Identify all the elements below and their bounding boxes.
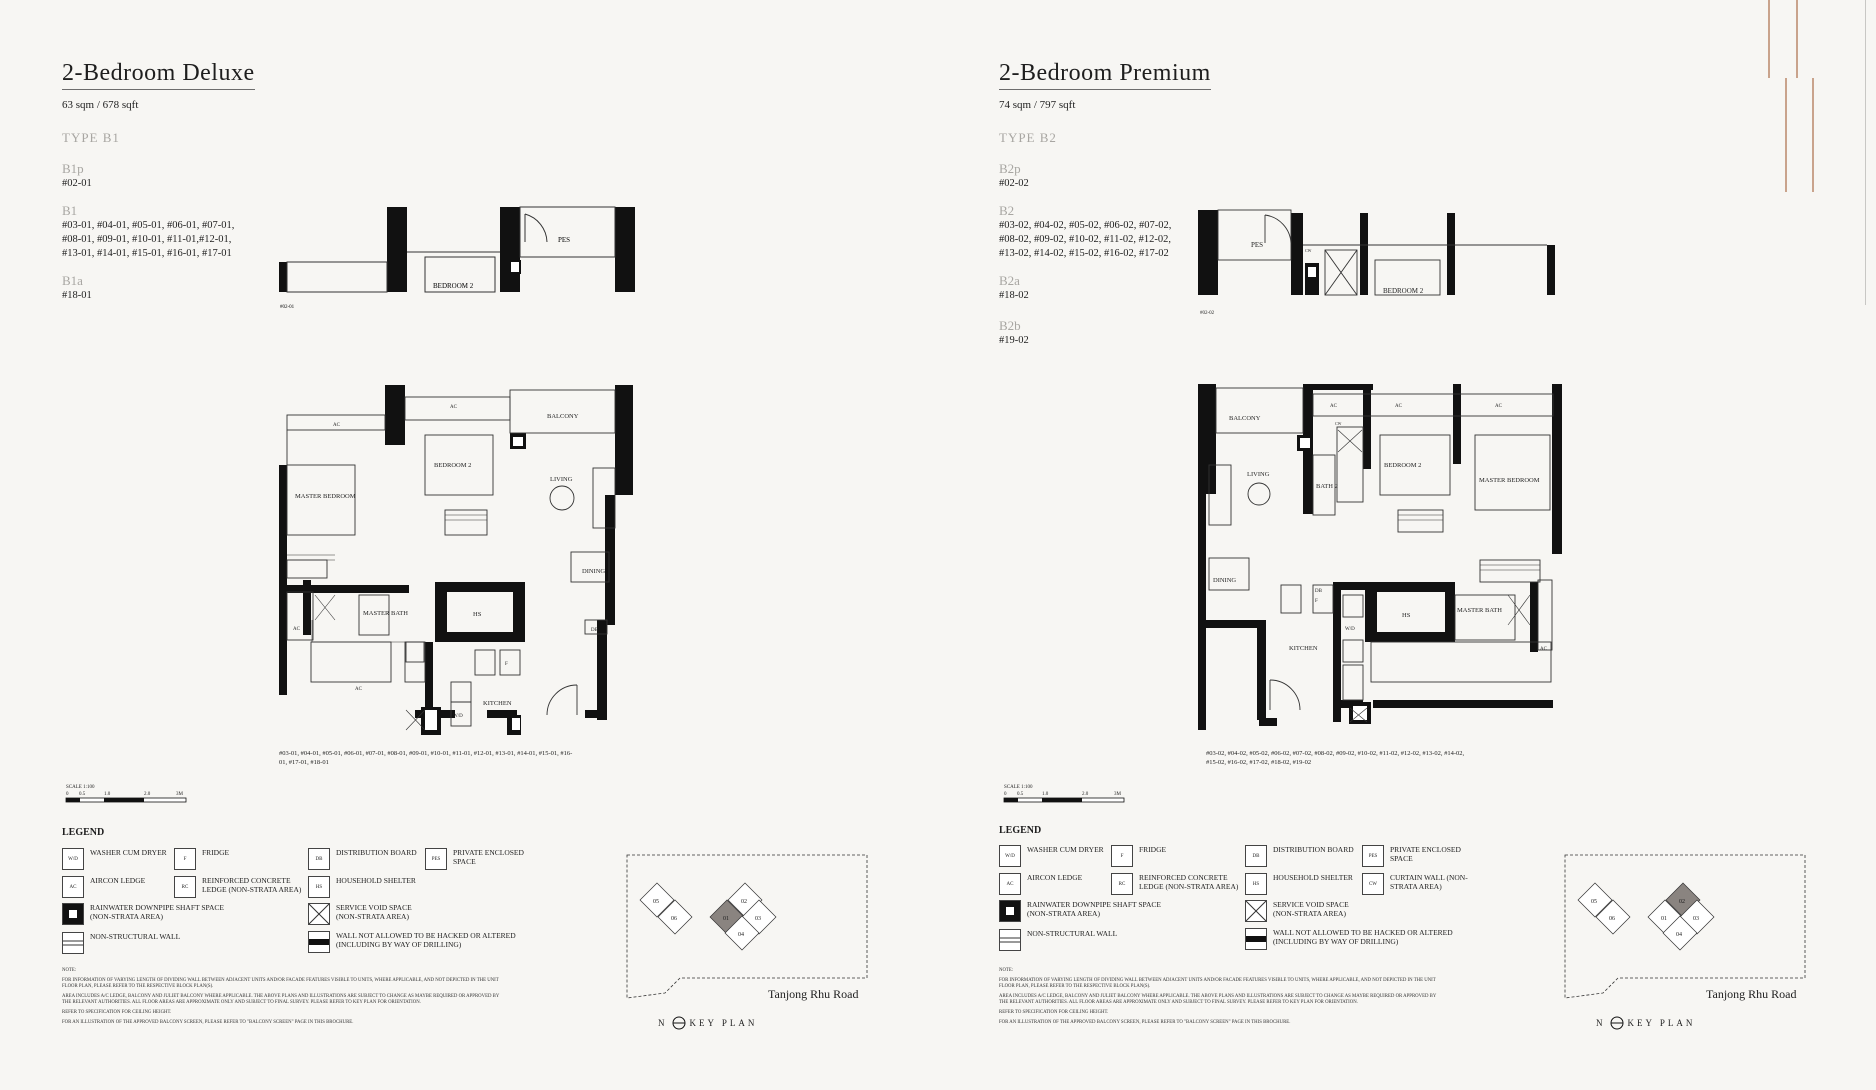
type-group xyxy=(62,161,252,191)
block-label: 01 xyxy=(1661,916,1667,922)
scale-tick: 3M xyxy=(176,792,183,797)
compass-letter: N xyxy=(1596,1018,1606,1028)
unit-label: #02-02 xyxy=(1200,311,1215,316)
rainwater-downpipe-icon xyxy=(62,903,84,925)
type-name: B1a xyxy=(62,273,83,288)
legend-title: LEGEND xyxy=(62,827,105,838)
compass-icon xyxy=(672,1016,686,1030)
type-units: #18-01 xyxy=(62,290,92,301)
legend-label: NON-STRUCTURAL WALL xyxy=(1027,929,1118,938)
unit-title: 2-Bedroom Deluxe xyxy=(62,60,255,90)
type-name: B2p xyxy=(999,161,1021,176)
legend-label: DISTRIBUTION BOARD xyxy=(1273,845,1354,854)
legend-symbol: W/D xyxy=(62,848,84,870)
key-plan-text: KEY PLAN xyxy=(1627,1018,1696,1028)
legend-symbol: AC xyxy=(999,873,1021,895)
type-group xyxy=(999,273,1189,303)
legend-symbol: F xyxy=(174,848,196,870)
legend-symbol: HS xyxy=(1245,873,1267,895)
room-label: AC xyxy=(293,627,300,632)
note: FOR INFORMATION OF VARYING LENGTH OF DIVIDING WALL BETWEEN ADJACENT UNITS AND/OR FACADE FEATURES VISIBLE TO UNITS, WHERE APPLICABLE, AND NOT DEPICTED IN THE UNIT FLOOR PLAN, PLEASE REFER TO THE RESPECTIVE BLOCK PLAN(S). xyxy=(999,978,1436,989)
non-structural-wall-icon xyxy=(999,929,1021,951)
legend-label: DISTRIBUTION BOARD xyxy=(336,848,417,857)
legend-symbol: RC xyxy=(174,876,196,898)
note: FOR AN ILLUSTRATION OF THE APPROVED BALCONY SCREEN, PLEASE REFER TO "BALCONY SCREEN" PAGE IN THIS BROCHURE. xyxy=(999,1020,1291,1025)
right-page xyxy=(938,0,1876,1090)
block-label: 06 xyxy=(671,916,677,922)
floor-plan xyxy=(1195,380,1565,740)
room-label: BALCONY xyxy=(1229,415,1261,422)
room-label: KITCHEN xyxy=(1289,645,1318,652)
type-label: TYPE B2 xyxy=(999,130,1057,145)
room-label: DINING xyxy=(1213,577,1237,584)
type-group xyxy=(62,203,252,261)
legend-symbol: DB xyxy=(1245,845,1267,867)
legend-label: REINFORCED CONCRETE LEDGE (NON-STRATA AREA) xyxy=(202,876,302,894)
type-name: B1 xyxy=(62,203,78,218)
scale-tick: 1.0 xyxy=(104,792,111,797)
type-units: #03-01, #04-01, #05-01, #06-01, #07-01, #08-01, #09-01, #10-01, #11-01,#12-01, #13-01, #14-01, #15-01, #16-01, #17-01 xyxy=(62,220,235,259)
note: AREA INCLUDES A/C LEDGE, BALCONY AND JULIET BALCONY WHERE APPLICABLE. THE ABOVE PLANS AND ILLUSTRATIONS ARE SUBJECT TO CHANGE AS MAYBE REQUIRED OR APPROVED BY THE RELEVANT AUTHORITIES. ALL FLOOR AREAS ARE APPROXIMATE ONLY AND SUBJECT TO FINAL SURVEY. PLEASE REFER TO KEY PLAN FOR ORIENTATION. xyxy=(999,994,1437,1005)
room-label: F xyxy=(505,662,508,667)
legend-label: PRIVATE ENCLOSED SPACE xyxy=(1390,845,1461,863)
accent-line xyxy=(1785,78,1787,192)
legend-item xyxy=(308,931,518,953)
note: AREA INCLUDES A/C LEDGE, BALCONY AND JULIET BALCONY WHERE APPLICABLE. THE ABOVE PLANS AND ILLUSTRATIONS ARE SUBJECT TO CHANGE AS MAYBE REQUIRED OR APPROVED BY THE RELEVANT AUTHORITIES. ALL FLOOR AREAS ARE APPROXIMATE ONLY AND SUBJECT TO FINAL SURVEY. PLEASE REFER TO KEY PLAN FOR ORIENTATION. xyxy=(62,994,500,1005)
type-name: B2 xyxy=(999,203,1015,218)
legend-label: HOUSEHOLD SHELTER xyxy=(1273,873,1353,882)
note: REFER TO SPECIFICATION FOR CEILING HEIGHT. xyxy=(999,1010,1109,1015)
scale-tick: 2.0 xyxy=(1082,792,1089,797)
room-label: AC xyxy=(1495,404,1502,409)
type-name: B1p xyxy=(62,161,84,176)
street-name: Tanjong Rhu Road xyxy=(768,987,859,1001)
room-label: W/D xyxy=(1345,627,1355,632)
note: FOR AN ILLUSTRATION OF THE APPROVED BALCONY SCREEN, PLEASE REFER TO "BALCONY SCREEN" PAGE IN THIS BROCHURE. xyxy=(62,1020,354,1025)
scale-tick: 3M xyxy=(1114,792,1121,797)
room-label: KITCHEN xyxy=(483,700,512,707)
legend-label: FRIDGE xyxy=(1139,845,1167,854)
type-group xyxy=(999,161,1189,191)
partial-floor-plan xyxy=(275,202,645,317)
accent-line xyxy=(1812,78,1814,192)
scale-tick: 0.5 xyxy=(1017,792,1024,797)
legend-symbol: AC xyxy=(62,876,84,898)
legend-label: WASHER CUM DRYER xyxy=(90,848,167,857)
block-label: 06 xyxy=(1609,916,1615,922)
legend-item xyxy=(1245,845,1354,867)
block-label: 02 xyxy=(741,899,747,905)
legend-label: AIRCON LEDGE xyxy=(1027,873,1083,882)
type-group xyxy=(62,273,252,303)
legend-label: SERVICE VOID SPACE (NON-STRATA AREA) xyxy=(336,903,412,921)
room-label: AC xyxy=(1330,404,1337,409)
block-label: 04 xyxy=(1676,932,1682,938)
legend-item xyxy=(174,876,304,898)
note: REFER TO SPECIFICATION FOR CEILING HEIGHT. xyxy=(62,1010,172,1015)
type-name: B2a xyxy=(999,273,1020,288)
legend-item xyxy=(1362,845,1472,867)
legend-label: HOUSEHOLD SHELTER xyxy=(336,876,416,885)
legend-item xyxy=(999,845,1104,867)
room-label: F xyxy=(1315,599,1318,604)
compass-letter: N xyxy=(658,1018,668,1028)
room-label: BEDROOM 2 xyxy=(1383,287,1424,295)
no-hack-wall-icon xyxy=(308,931,330,953)
legend-label: RAINWATER DOWNPIPE SHAFT SPACE (NON-STRATA AREA) xyxy=(1027,900,1161,918)
type-units: #02-01 xyxy=(62,178,92,189)
room-label: MASTER BEDROOM xyxy=(295,493,356,500)
key-plan-label xyxy=(1596,1016,1695,1030)
notes xyxy=(999,968,1439,1030)
scale-tick: 0 xyxy=(66,792,69,797)
room-label: HS xyxy=(473,611,482,618)
key-plan xyxy=(1563,853,1808,1003)
room-label: BEDROOM 2 xyxy=(1384,462,1422,469)
legend-item xyxy=(62,848,167,870)
room-label: CW xyxy=(1335,421,1342,426)
legend-symbol: W/D xyxy=(999,845,1021,867)
non-structural-wall-icon xyxy=(62,932,84,954)
legend-item xyxy=(999,900,1169,922)
legend-label: RAINWATER DOWNPIPE SHAFT SPACE (NON-STRATA AREA) xyxy=(90,903,224,921)
room-label: HS xyxy=(1402,612,1411,619)
legend-item xyxy=(174,848,229,870)
type-units: #19-02 xyxy=(999,335,1029,346)
room-label: LIVING xyxy=(550,476,573,483)
block-label: 04 xyxy=(738,932,744,938)
legend-item xyxy=(62,903,232,925)
block-label: 05 xyxy=(1591,899,1597,905)
block-label: 02 xyxy=(1679,899,1685,905)
legend-item xyxy=(1362,873,1472,895)
legend-symbol: PES xyxy=(425,848,447,870)
room-label: MASTER BATH xyxy=(363,610,408,617)
scale-bar xyxy=(1002,782,1132,812)
unit-label: #02-01 xyxy=(280,305,295,310)
type-name: B2b xyxy=(999,318,1021,333)
legend-item xyxy=(1245,873,1353,895)
service-void-icon xyxy=(1245,900,1267,922)
block-label: 03 xyxy=(755,916,761,922)
partial-floor-plan xyxy=(1195,205,1565,320)
scale-tick: 2.0 xyxy=(144,792,151,797)
key-plan xyxy=(625,853,870,1003)
legend-symbol: F xyxy=(1111,845,1133,867)
legend-item xyxy=(308,876,416,898)
scale-tick: 0.5 xyxy=(79,792,86,797)
room-label: MASTER BEDROOM xyxy=(1479,477,1540,484)
legend-symbol: PES xyxy=(1362,845,1384,867)
type-group xyxy=(999,318,1189,348)
notes-heading: NOTE: xyxy=(62,968,77,973)
block-label: 03 xyxy=(1693,916,1699,922)
room-label: AC xyxy=(333,423,340,428)
room-label: AC xyxy=(1540,647,1547,652)
unit-area: 63 sqm / 678 sqft xyxy=(62,99,139,111)
service-void-icon xyxy=(308,903,330,925)
note: FOR INFORMATION OF VARYING LENGTH OF DIVIDING WALL BETWEEN ADJACENT UNITS AND/OR FACADE FEATURES VISIBLE TO UNITS, WHERE APPLICABLE, AND NOT DEPICTED IN THE UNIT FLOOR PLAN, PLEASE REFER TO THE RESPECTIVE BLOCK PLAN(S). xyxy=(62,978,499,989)
no-hack-wall-icon xyxy=(1245,928,1267,950)
type-units: #02-02 xyxy=(999,178,1029,189)
legend-item xyxy=(425,848,535,870)
room-label: BATH 2 xyxy=(1316,483,1338,490)
legend-label: NON-STRUCTURAL WALL xyxy=(90,932,181,941)
unit-title: 2-Bedroom Premium xyxy=(999,60,1211,90)
street-name: Tanjong Rhu Road xyxy=(1706,987,1797,1001)
floor-plan xyxy=(275,380,645,740)
legend-item xyxy=(1111,845,1166,867)
room-label: MASTER BATH xyxy=(1457,607,1502,614)
legend-label: CURTAIN WALL (NON-STRATA AREA) xyxy=(1390,873,1468,891)
type-units: #03-02, #04-02, #05-02, #06-02, #07-02, #08-02, #09-02, #10-02, #11-02, #12-02, #13-02, #14-02, #15-02, #16-02, #17-02 xyxy=(999,220,1172,259)
rainwater-downpipe-icon xyxy=(999,900,1021,922)
type-label: TYPE B1 xyxy=(62,130,120,145)
room-label: AC xyxy=(1395,404,1402,409)
scale-tick: 0 xyxy=(1004,792,1007,797)
legend-symbol: HS xyxy=(308,876,330,898)
legend-label: SERVICE VOID SPACE (NON-STRATA AREA) xyxy=(1273,900,1349,918)
scale-label: SCALE 1:100 xyxy=(66,785,95,790)
room-label: DINING xyxy=(582,568,606,575)
legend-symbol: CW xyxy=(1362,873,1384,895)
legend-item xyxy=(1245,928,1455,950)
room-label: BEDROOM 2 xyxy=(433,282,474,290)
legend-item xyxy=(1245,900,1365,922)
scale-label: SCALE 1:100 xyxy=(1004,785,1033,790)
legend-label: PRIVATE ENCLOSED SPACE xyxy=(453,848,524,866)
notes xyxy=(62,968,502,1030)
accent-line xyxy=(1796,0,1798,78)
plan-units-label: #03-02, #04-02, #05-02, #06-02, #07-02, #08-02, #09-02, #10-02, #11-02, #12-02, #13-02, #14-02, #15-02, #16-02, #17-02, #18-02, #19-02 xyxy=(1206,750,1465,766)
legend-symbol: RC xyxy=(1111,873,1133,895)
scale-bar xyxy=(64,782,194,812)
unit-area: 74 sqm / 797 sqft xyxy=(999,99,1076,111)
room-label: BALCONY xyxy=(547,413,579,420)
room-label: BEDROOM 2 xyxy=(434,462,472,469)
legend-label: WALL NOT ALLOWED TO BE HACKED OR ALTERED (INCLUDING BY WAY OF DRILLING) xyxy=(1273,928,1453,946)
room-label: DB xyxy=(591,628,598,633)
room-label: W/D xyxy=(453,714,463,719)
key-plan-text: KEY PLAN xyxy=(689,1018,758,1028)
room-label: DB xyxy=(1315,589,1322,594)
block-label: 05 xyxy=(653,899,659,905)
room-label: LIVING xyxy=(1247,471,1270,478)
legend-label: WALL NOT ALLOWED TO BE HACKED OR ALTERED (INCLUDING BY WAY OF DRILLING) xyxy=(336,931,516,949)
legend-item xyxy=(999,873,1082,895)
room-label: AC xyxy=(355,687,362,692)
legend-label: FRIDGE xyxy=(202,848,230,857)
legend-item xyxy=(1111,873,1241,895)
divider-line xyxy=(1865,0,1866,305)
legend-item xyxy=(308,903,428,925)
block-label: 01 xyxy=(723,916,729,922)
legend-item xyxy=(308,848,417,870)
legend-item xyxy=(62,932,180,954)
accent-line xyxy=(1768,0,1770,78)
legend-label: REINFORCED CONCRETE LEDGE (NON-STRATA AREA) xyxy=(1139,873,1239,891)
notes-heading: NOTE: xyxy=(999,968,1014,973)
room-label: PES xyxy=(1251,241,1264,249)
legend-item xyxy=(999,929,1117,951)
room-label: CW xyxy=(1305,248,1312,253)
room-label: AC xyxy=(450,405,457,410)
type-group xyxy=(999,203,1189,261)
scale-tick: 1.0 xyxy=(1042,792,1049,797)
room-label: PES xyxy=(558,236,571,244)
key-plan-label xyxy=(658,1016,757,1030)
legend-item xyxy=(62,876,145,898)
compass-icon xyxy=(1610,1016,1624,1030)
legend-label: AIRCON LEDGE xyxy=(90,876,146,885)
type-units: #18-02 xyxy=(999,290,1029,301)
legend-title: LEGEND xyxy=(999,825,1042,836)
legend-symbol: DB xyxy=(308,848,330,870)
legend-label: WASHER CUM DRYER xyxy=(1027,845,1104,854)
plan-units-label: #03-01, #04-01, #05-01, #06-01, #07-01, #08-01, #09-01, #10-01, #11-01, #12-01, #13-01, #14-01, #15-01, #16-01, #17-01, #18-01 xyxy=(279,750,573,766)
